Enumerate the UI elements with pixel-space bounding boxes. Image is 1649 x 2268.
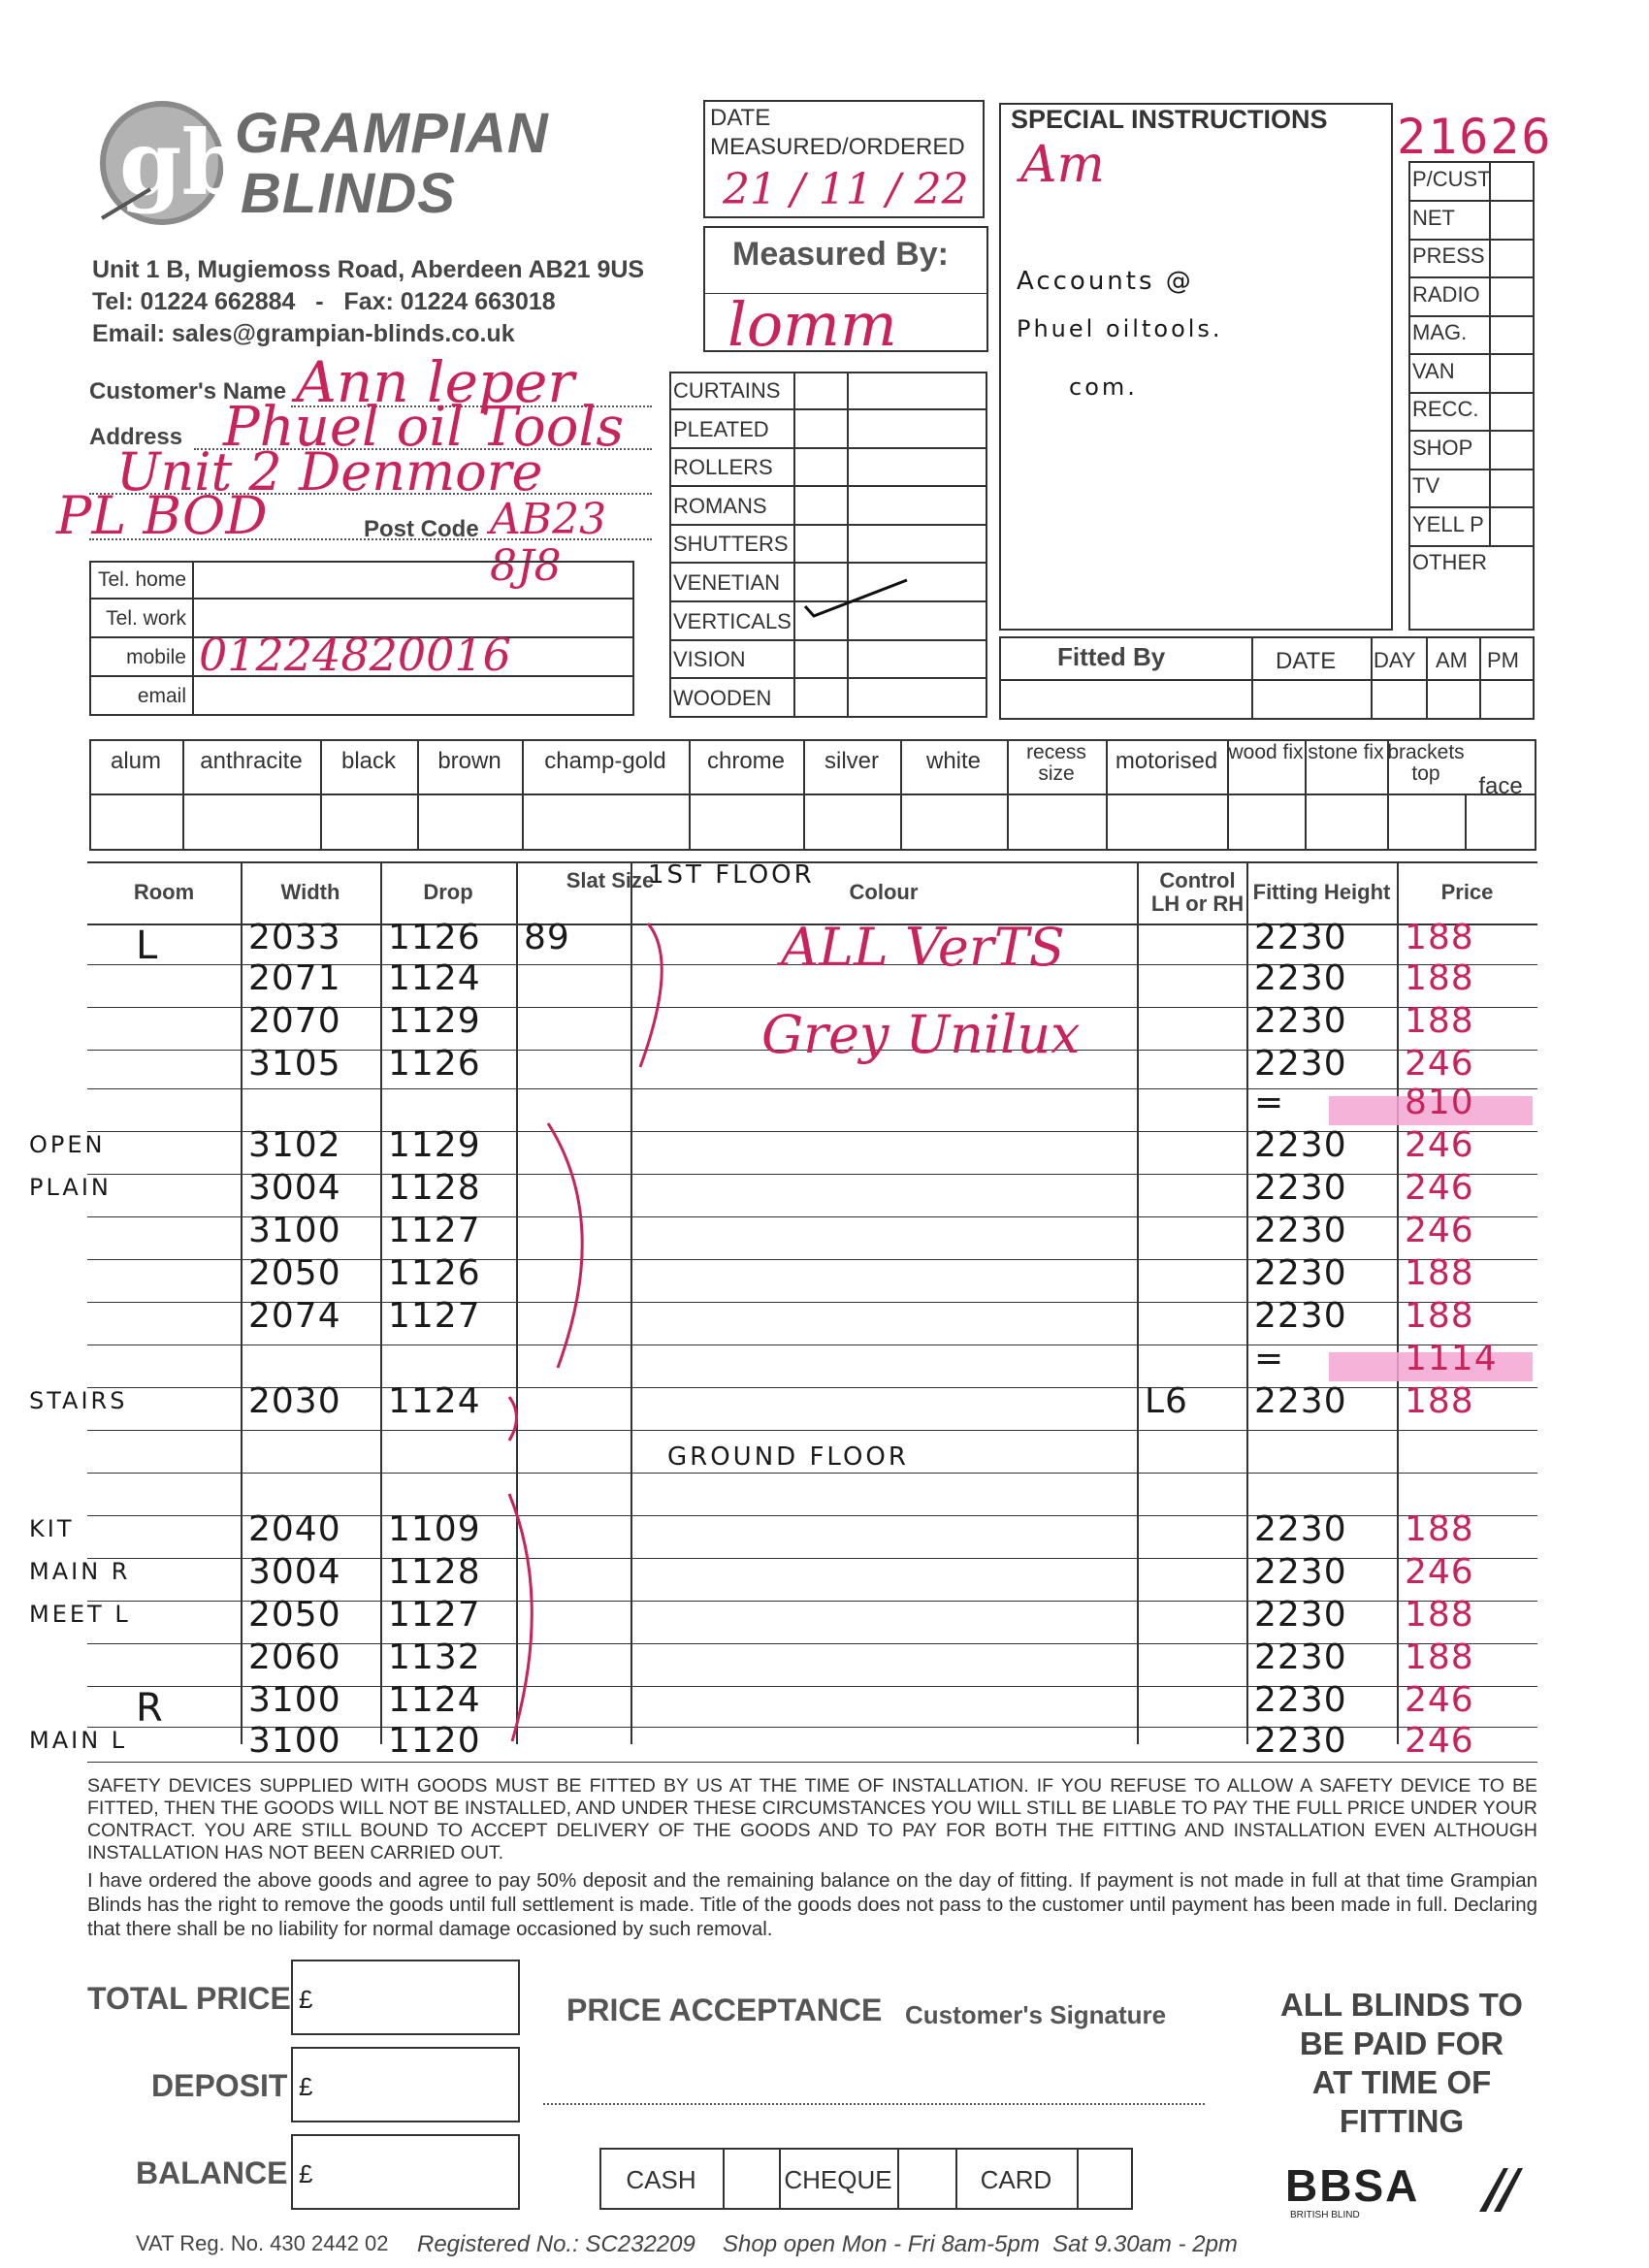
row-room: R	[136, 1686, 166, 1731]
colour-line2: Grey Unilux	[761, 1004, 1081, 1065]
header-room: Room	[133, 880, 195, 904]
contact-label: email	[137, 685, 186, 707]
finish-option-stone-fix[interactable]: stone fix	[1308, 741, 1384, 763]
row-fitting[interactable]: 2230	[1254, 1001, 1347, 1041]
row-fitting[interactable]: 2230	[1254, 918, 1347, 957]
measured-by-label: Measured By:	[732, 236, 949, 273]
deposit-field[interactable]	[291, 2047, 520, 2122]
source-press: PRESS	[1412, 243, 1485, 268]
finish-option-recess-size[interactable]: recess size	[1026, 741, 1086, 785]
customer-name-label: Customer's Name	[89, 378, 287, 405]
price-acceptance-subtitle: Customer's Signature	[905, 2000, 1167, 2029]
row-fitting[interactable]: 2230	[1254, 1680, 1347, 1720]
row-fitting[interactable]: 2230	[1254, 1381, 1347, 1421]
footer-vat: VAT Reg. No. 430 2442 02	[136, 2231, 389, 2255]
colour-line1: ALL VerTS	[781, 917, 1065, 978]
row-width[interactable]: 2040	[248, 1509, 341, 1549]
row-price[interactable]: 188	[1405, 1595, 1474, 1635]
header-slat: Slat Size	[566, 868, 655, 892]
row-fitting[interactable]: 2230	[1254, 1211, 1347, 1250]
row-width[interactable]: 3100	[248, 1680, 341, 1720]
ground-floor-note: GROUND FLOOR	[667, 1442, 909, 1472]
row-fitting[interactable]: 2230	[1254, 1721, 1347, 1761]
row-price[interactable]: 188	[1405, 1637, 1474, 1677]
balance-label: BALANCE	[136, 2155, 288, 2190]
postcode-value: AB23	[490, 495, 607, 544]
row-price[interactable]: 810	[1405, 1083, 1474, 1122]
company-name-line2: BLINDS	[241, 162, 456, 225]
header-fitting: Fitting Height	[1252, 880, 1391, 904]
finish-option-brackets-top[interactable]: brackets top	[1387, 741, 1465, 785]
source-recc-: RECC.	[1412, 397, 1479, 421]
date-label-line1: DATE	[710, 105, 771, 131]
row-fitting[interactable]: =	[1254, 1339, 1285, 1378]
notice-line2: BE PAID FOR	[1299, 2025, 1504, 2061]
total-price-field[interactable]	[291, 1960, 520, 2035]
row-drop[interactable]: 1128	[388, 1552, 481, 1592]
payment-cheque-checkbox[interactable]	[899, 2150, 954, 2208]
company-email: Email: sales@grampian-blinds.co.uk	[92, 320, 515, 347]
row-price[interactable]: 246	[1405, 1721, 1474, 1761]
contact-value[interactable]: 01224820016	[199, 629, 511, 681]
source-other: OTHER	[1412, 550, 1487, 574]
row-fitting[interactable]: 2230	[1254, 1044, 1347, 1084]
row-slat[interactable]: 89	[524, 918, 570, 957]
row-price[interactable]: 188	[1405, 1509, 1474, 1549]
row-drop[interactable]: 1129	[388, 1001, 481, 1041]
blind-type-verticals: VERTICALS	[673, 608, 792, 633]
row-fitting[interactable]: 2230	[1254, 1168, 1347, 1208]
fitted-am-label: AM	[1436, 648, 1468, 672]
row-drop[interactable]: 1124	[388, 1381, 481, 1421]
finish-option-face[interactable]: face	[1478, 773, 1523, 799]
payment-card-checkbox[interactable]	[1079, 2150, 1131, 2208]
row-price[interactable]: 246	[1405, 1044, 1474, 1084]
row-drop[interactable]: 1124	[388, 958, 481, 998]
address-line1: Phuel oil Tools	[223, 396, 625, 459]
row-drop[interactable]: 1109	[388, 1509, 481, 1549]
header-width: Width	[280, 880, 340, 904]
postcode-label: Post Code	[364, 516, 479, 542]
source-shop: SHOP	[1412, 435, 1473, 460]
source-net: NET	[1412, 205, 1455, 230]
source-p-cust: P/CUST	[1412, 167, 1491, 191]
customer-name-value: Ann leper	[296, 349, 575, 415]
row-price[interactable]: 188	[1405, 1296, 1474, 1336]
company-phone: Tel: 01224 662884 - Fax: 01224 663018	[92, 288, 556, 315]
row-price[interactable]: 188	[1405, 958, 1474, 998]
deposit-label: DEPOSIT	[151, 2068, 288, 2103]
payment-cash-checkbox[interactable]	[725, 2150, 777, 2208]
company-name-line1: GRAMPIAN	[235, 102, 549, 165]
row-fitting[interactable]: =	[1254, 1083, 1285, 1122]
row-price[interactable]: 246	[1405, 1168, 1474, 1208]
source-van: VAN	[1412, 358, 1455, 383]
row-width[interactable]: 3004	[248, 1168, 341, 1208]
payment-cheque: CHEQUE	[784, 2165, 892, 2194]
row-room: MAIN L	[29, 1727, 128, 1754]
header-control: Control LH or RH	[1150, 868, 1245, 916]
row-fitting[interactable]: 2230	[1254, 1552, 1347, 1592]
blind-type-romans: ROMANS	[673, 493, 767, 518]
source-tv: TV	[1412, 473, 1440, 498]
blind-type-venetian: VENETIAN	[673, 570, 781, 595]
row-drop[interactable]: 1129	[388, 1125, 481, 1165]
contact-label: mobile	[126, 646, 186, 668]
notice-line4: FITTING	[1339, 2103, 1465, 2139]
logo-text: gb	[119, 111, 233, 215]
contact-label: Tel. work	[106, 607, 186, 630]
finish-option-silver[interactable]: silver	[824, 748, 879, 774]
date-value: 21 / 11 / 22	[723, 165, 969, 214]
row-width[interactable]: 2060	[248, 1637, 341, 1677]
fitted-by-label: Fitted By	[1057, 642, 1166, 671]
row-room: PLAIN	[29, 1174, 112, 1201]
safety-terms: SAFETY DEVICES SUPPLIED WITH GOODS MUST BE FITTED BY US AT THE TIME OF INSTALLATION. IF YOU REFUSE TO ALLOW A SAFETY DEVICE TO BE FITTED, THEN THE GOODS WILL NOT BE INSTALLED, AND UNDER THESE CIRCUMSTANCES YOU WILL STILL BE LIABLE TO PAY THE FULL PRICE UNDER YOUR CONTRACT. YOU ARE STILL BOUND TO ACCEPT DELIVERY OF THE GOODS AND TO PAY FOR BOTH THE FITTING AND INSTALLATION EVEN ALTHOUGH INSTALLATION HAS NOT BEEN CARRIED OUT.	[87, 1775, 1537, 1863]
finish-option-chrome[interactable]: chrome	[706, 748, 786, 774]
footer-hours: Shop open Mon - Fri 8am-5pm Sat 9.30am - 2pm	[723, 2231, 1238, 2257]
header-colour: Colour	[849, 880, 919, 904]
balance-field[interactable]	[291, 2134, 520, 2210]
row-drop[interactable]: 1132	[388, 1637, 481, 1677]
row-drop[interactable]: 1124	[388, 1680, 481, 1720]
address-line2: Unit 2 Denmore	[116, 441, 543, 502]
row-width[interactable]: 2030	[248, 1381, 341, 1421]
finish-option-brown[interactable]: brown	[437, 748, 501, 774]
balance-currency: £	[299, 2159, 313, 2188]
bbsa-swoosh-icon	[1474, 2163, 1533, 2221]
row-price[interactable]: 246	[1405, 1552, 1474, 1592]
row-drop[interactable]: 1120	[388, 1721, 481, 1761]
order-number: 21626	[1397, 109, 1553, 165]
finish-option-black[interactable]: black	[340, 748, 397, 774]
blind-type-rollers: ROLLERS	[673, 455, 773, 480]
finish-option-alum[interactable]: alum	[110, 748, 162, 774]
total-currency: £	[299, 1985, 313, 2014]
finish-option-motorised[interactable]: motorised	[1115, 748, 1218, 774]
special-instructions-title: SPECIAL INSTRUCTIONS	[1011, 105, 1328, 134]
notice-line1: ALL BLINDS TO	[1280, 1987, 1523, 2023]
bbsa-logo: BBSA	[1285, 2160, 1420, 2211]
total-price-label: TOTAL PRICE	[87, 1981, 291, 2016]
header-price: Price	[1440, 880, 1494, 904]
row-width[interactable]: 2071	[248, 958, 341, 998]
blind-type-shutters: SHUTTERS	[673, 532, 789, 557]
notice-line3: AT TIME OF	[1311, 2064, 1492, 2100]
deposit-currency: £	[299, 2072, 313, 2101]
row-drop[interactable]: 1127	[388, 1211, 481, 1250]
row-width[interactable]: 2050	[248, 1253, 341, 1293]
row-price[interactable]: 188	[1405, 1001, 1474, 1041]
fitted-date-label: DATE	[1276, 648, 1337, 674]
row-fitting[interactable]: 2230	[1254, 1296, 1347, 1336]
row-width[interactable]: 3102	[248, 1125, 341, 1165]
row-fitting[interactable]: 2230	[1254, 1637, 1347, 1677]
fitted-day-label: DAY	[1374, 648, 1416, 672]
row-room: L	[136, 923, 161, 968]
footer-registered: Registered No.: SC232209	[417, 2231, 695, 2257]
source-yell-p: YELL P	[1412, 511, 1484, 536]
row-room: KIT	[29, 1515, 75, 1542]
row-width[interactable]: 2070	[248, 1001, 341, 1041]
blind-type-pleated: PLEATED	[673, 416, 769, 441]
signature-line[interactable]	[543, 2103, 1205, 2105]
fitted-pm-label: PM	[1487, 648, 1519, 672]
blind-type-wooden: WOODEN	[673, 685, 772, 710]
row-fitting[interactable]: 2230	[1254, 1595, 1347, 1635]
row-price[interactable]: 246	[1405, 1125, 1474, 1165]
row-control[interactable]: L6	[1145, 1381, 1188, 1421]
first-floor-note: 1ST FLOOR	[648, 860, 815, 890]
row-drop[interactable]: 1127	[388, 1296, 481, 1336]
finish-option-anthracite[interactable]: anthracite	[200, 748, 303, 774]
row-drop[interactable]: 1128	[388, 1168, 481, 1208]
special-instructions-line4: com.	[1069, 373, 1138, 401]
source-radio: RADIO	[1412, 281, 1480, 307]
payment-card: CARD	[980, 2165, 1052, 2194]
row-drop[interactable]: 1126	[388, 1253, 481, 1293]
payment-cash: CASH	[626, 2165, 696, 2194]
special-instructions-line2: Accounts @	[1017, 267, 1194, 296]
header-drop: Drop	[423, 880, 473, 904]
row-drop[interactable]: 1126	[388, 1044, 481, 1084]
bbsa-subtext: BRITISH BLIND	[1290, 2210, 1360, 2220]
payment-terms: I have ordered the above goods and agree to pay 50% deposit and the remaining balance on the day of fitting. If payment is not made in full at that time Grampian Blinds has the right to remove the goods until full settlement is made. Title of the goods does not pass to the customer until payment has been made in full. Declaring that there shall be no liability for normal damage occasioned by such removal.	[87, 1869, 1537, 1940]
address-line3: PL BOD	[56, 485, 268, 546]
contact-label: Tel. home	[97, 568, 186, 591]
row-price[interactable]: 188	[1405, 1381, 1474, 1421]
row-fitting[interactable]: 2230	[1254, 1509, 1347, 1549]
row-width[interactable]: 3105	[248, 1044, 341, 1084]
row-price[interactable]: 1114	[1405, 1339, 1498, 1378]
source-mag-: MAG.	[1412, 320, 1468, 344]
row-width[interactable]: 3004	[248, 1552, 341, 1592]
row-width[interactable]: 2050	[248, 1595, 341, 1635]
address-label: Address	[89, 424, 183, 450]
row-fitting[interactable]: 2230	[1254, 1125, 1347, 1165]
price-acceptance-title: PRICE ACCEPTANCE	[566, 1993, 883, 2027]
finish-option-champ-gold[interactable]: champ-gold	[544, 748, 666, 774]
row-room: MAIN R	[29, 1558, 131, 1585]
row-price[interactable]: 188	[1405, 918, 1474, 957]
row-width[interactable]: 2074	[248, 1296, 341, 1336]
special-instructions-line3: Phuel oiltools.	[1017, 315, 1223, 342]
blind-type-vision: VISION	[673, 647, 746, 672]
row-price[interactable]: 246	[1405, 1680, 1474, 1720]
company-address: Unit 1 B, Mugiemoss Road, Aberdeen AB21 9US	[92, 256, 645, 283]
row-fitting[interactable]: 2230	[1254, 958, 1347, 998]
row-room: MEET L	[29, 1601, 131, 1628]
finish-option-white[interactable]: white	[925, 748, 982, 774]
row-width[interactable]: 3100	[248, 1721, 341, 1761]
row-drop[interactable]: 1127	[388, 1595, 481, 1635]
row-width[interactable]: 2033	[248, 918, 341, 957]
date-label-line2: MEASURED/ORDERED	[710, 134, 965, 160]
row-drop[interactable]: 1126	[388, 918, 481, 957]
measured-by-value: lomm	[728, 289, 897, 360]
row-room: STAIRS	[29, 1387, 128, 1414]
row-room: OPEN	[29, 1131, 106, 1158]
row-width[interactable]: 3100	[248, 1211, 341, 1250]
row-price[interactable]: 188	[1405, 1253, 1474, 1293]
postcode-value-2: 8J8	[490, 541, 562, 591]
row-price[interactable]: 246	[1405, 1211, 1474, 1250]
finish-option-wood-fix[interactable]: wood fix	[1228, 741, 1304, 763]
blind-type-curtains: CURTAINS	[673, 378, 781, 403]
row-fitting[interactable]: 2230	[1254, 1253, 1347, 1293]
special-instructions-line1: Am	[1020, 136, 1105, 194]
